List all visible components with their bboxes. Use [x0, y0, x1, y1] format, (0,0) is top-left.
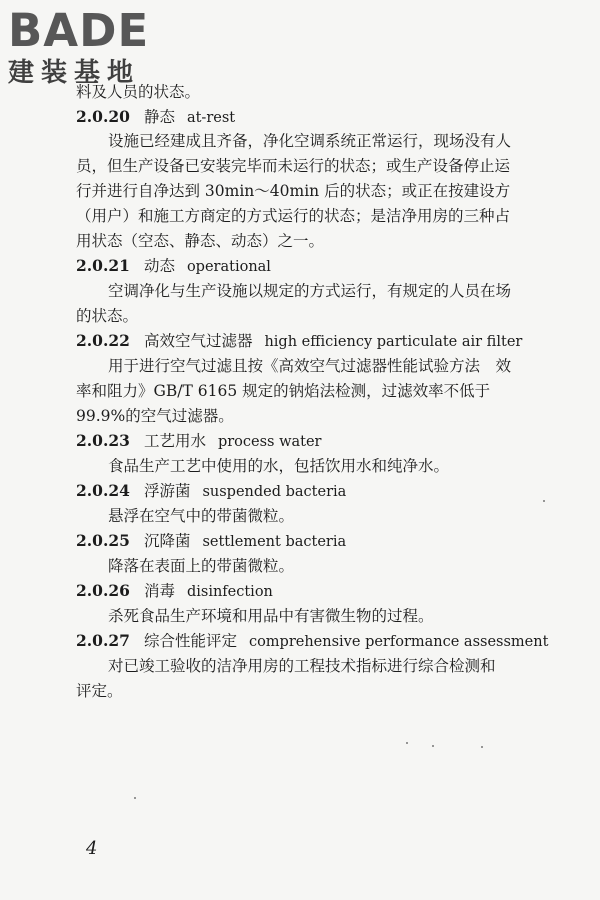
logo-wordmark: BADE	[8, 4, 150, 57]
term-en: suspended bacteria	[202, 484, 347, 500]
term-cn: 动态	[143, 257, 175, 275]
term-en: at-rest	[186, 110, 236, 126]
term-en: settlement bacteria	[202, 534, 347, 550]
term-cn: 工艺用水	[143, 432, 206, 450]
term-en: high efficiency particulate air filter	[264, 334, 523, 350]
term-number: 2.0.25	[76, 531, 130, 550]
definition-line: （用户）和施工方商定的方式运行的状态；是洁净用房的三种占	[76, 207, 511, 225]
term-heading	[76, 330, 522, 353]
term-cn: 浮游菌	[143, 482, 191, 500]
term-cn: 高效空气过滤器	[143, 332, 253, 350]
term-number: 2.0.20	[76, 107, 130, 126]
term-cn: 综合性能评定	[143, 632, 237, 650]
logo-chinese: 建装基地	[8, 58, 141, 88]
term-heading	[76, 106, 235, 129]
definition-line: 降落在表面上的带菌微粒。	[108, 557, 295, 575]
term-number: 2.0.22	[76, 331, 130, 350]
definition-line: 空调净化与生产设施以规定的方式运行，有规定的人员在场	[108, 282, 512, 300]
term-cn: 沉降菌	[143, 532, 191, 550]
continuation-line: 料及人员的状态。	[76, 83, 201, 101]
scan-speck	[134, 797, 136, 799]
page-number: 4	[86, 838, 98, 859]
term-cn: 消毒	[143, 582, 175, 600]
scan-speck	[432, 745, 434, 747]
definition-line: 用状态（空态、静态、动态）之一。	[76, 232, 325, 250]
definition-line: 食品生产工艺中使用的水，包括饮用水和纯净水。	[108, 457, 450, 475]
term-en: disinfection	[186, 584, 273, 600]
scan-speck	[406, 742, 408, 744]
term-en: comprehensive performance assessment	[248, 634, 549, 650]
definition-line: 的状态。	[76, 307, 139, 325]
definition-line: 对已竣工验收的洁净用房的工程技术指标进行综合检测和	[108, 657, 496, 675]
definition-line: 悬浮在空气中的带菌微粒。	[108, 507, 295, 525]
term-number: 2.0.21	[76, 256, 130, 275]
definition-line: 99.9%的空气过滤器。	[76, 407, 234, 425]
definition-line: 杀死食品生产环境和用品中有害微生物的过程。	[108, 607, 434, 625]
scan-speck	[543, 500, 545, 502]
term-en: operational	[186, 259, 271, 275]
bade-logo	[8, 6, 149, 88]
definition-line: 评定。	[76, 682, 123, 700]
term-heading	[76, 630, 548, 653]
definition-line: 用于进行空气过滤且按《高效空气过滤器性能试验方法 效	[108, 357, 512, 375]
term-en: process water	[217, 434, 322, 450]
term-heading	[76, 430, 322, 453]
term-heading	[76, 480, 346, 503]
term-number: 2.0.26	[76, 581, 130, 600]
term-heading	[76, 580, 273, 603]
term-number: 2.0.23	[76, 431, 130, 450]
definition-line: 行并进行自净达到 30min～40min 后的状态；或正在按建设方	[76, 182, 511, 200]
definition-line: 率和阻力》GB/T 6165 规定的钠焰法检测，过滤效率不低于	[76, 382, 491, 400]
term-heading	[76, 530, 346, 553]
term-number: 2.0.27	[76, 631, 130, 650]
definition-line: 员，但生产设备已安装完毕而未运行的状态；或生产设备停止运	[76, 157, 511, 175]
term-cn: 静态	[143, 108, 175, 126]
term-number: 2.0.24	[76, 481, 130, 500]
term-heading	[76, 255, 271, 278]
scan-speck	[481, 746, 483, 748]
definition-line: 设施已经建成且齐备，净化空调系统正常运行，现场没有人	[108, 132, 512, 150]
